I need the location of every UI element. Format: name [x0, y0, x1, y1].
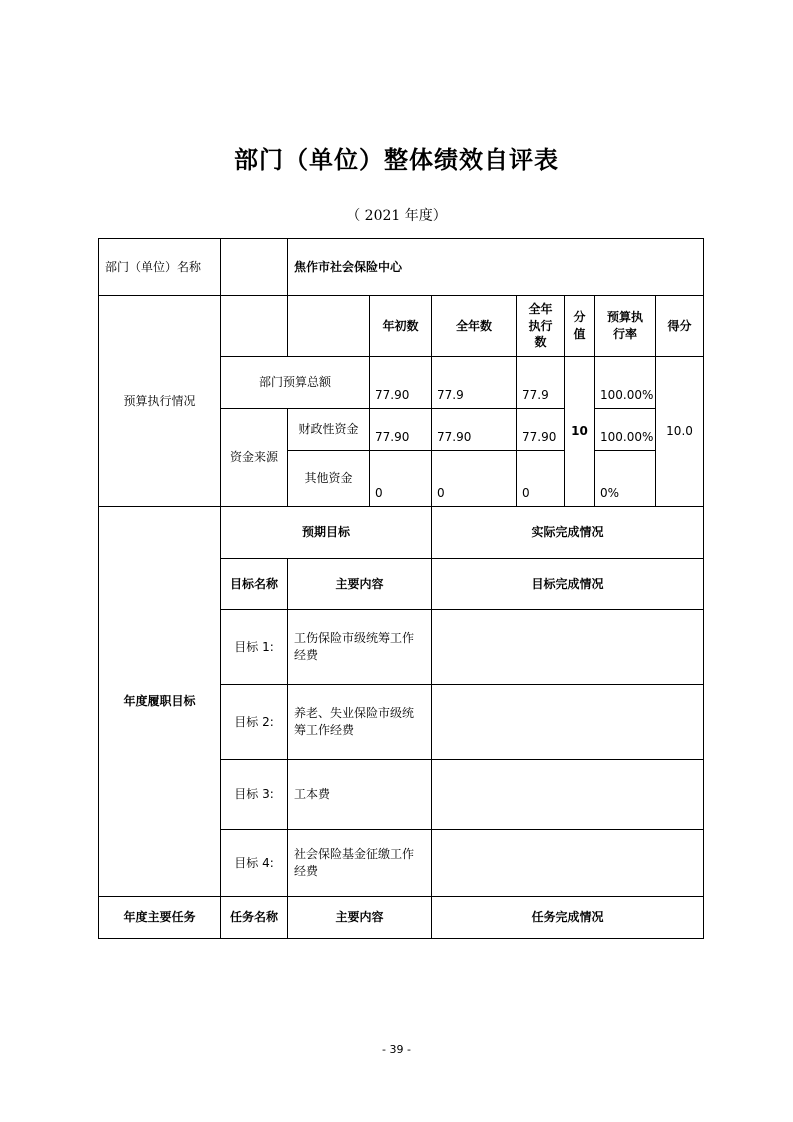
evaluation-table [98, 238, 704, 939]
actual-completion-header: 实际完成情况 [432, 507, 704, 559]
header-executed: 全年执行数 [517, 296, 565, 357]
goal-content: 社会保险基金征缴工作经费 [288, 830, 432, 897]
goal-label: 目标 3: [221, 760, 288, 830]
goals-section-label: 年度履职目标 [99, 507, 221, 897]
score-weight-value: 10 [565, 357, 595, 507]
other-executed: 0 [517, 451, 565, 507]
goal-completion [432, 830, 704, 897]
goal-completion-header: 目标完成情况 [432, 559, 704, 610]
score-value: 10.0 [656, 357, 704, 507]
page-title: 部门（单位）整体绩效自评表 [234, 146, 559, 174]
total-full-year: 77.9 [432, 357, 517, 409]
header-score-weight: 分值 [565, 296, 595, 357]
fiscal-label: 财政性资金 [288, 409, 370, 451]
header-rate: 预算执行率 [595, 296, 656, 357]
goal-label: 目标 4: [221, 830, 288, 897]
budget-section-label: 预算执行情况 [99, 296, 221, 507]
total-label: 部门预算总额 [221, 357, 370, 409]
dept-label: 部门（单位）名称 [99, 239, 221, 296]
total-initial: 77.90 [370, 357, 432, 409]
other-full-year: 0 [432, 451, 517, 507]
dept-blank-cell [221, 239, 288, 296]
task-content-header: 主要内容 [288, 897, 432, 939]
tasks-header-row [99, 897, 704, 939]
goal-completion [432, 685, 704, 760]
goal-content-header: 主要内容 [288, 559, 432, 610]
total-rate: 100.00% [595, 357, 656, 409]
goal-label: 目标 2: [221, 685, 288, 760]
budget-header-blank-2 [288, 296, 370, 357]
goal-content: 工伤保险市级统筹工作经费 [288, 610, 432, 685]
fiscal-full-year: 77.90 [432, 409, 517, 451]
fiscal-initial: 77.90 [370, 409, 432, 451]
header-score: 得分 [656, 296, 704, 357]
goal-content: 工本费 [288, 760, 432, 830]
goals-header-row [99, 507, 704, 559]
other-initial: 0 [370, 451, 432, 507]
goal-completion [432, 610, 704, 685]
total-executed: 77.9 [517, 357, 565, 409]
expected-goal-header: 预期目标 [221, 507, 432, 559]
goal-content: 养老、失业保险市级统筹工作经费 [288, 685, 432, 760]
dept-value: 焦作市社会保险中心 [288, 239, 704, 296]
tasks-section-label: 年度主要任务 [99, 897, 221, 939]
other-rate: 0% [595, 451, 656, 507]
header-initial: 年初数 [370, 296, 432, 357]
fund-source-label: 资金来源 [221, 409, 288, 507]
goal-name-header: 目标名称 [221, 559, 288, 610]
year-subtitle: （ 2021 年度） [346, 208, 447, 224]
fiscal-executed: 77.90 [517, 409, 565, 451]
other-label: 其他资金 [288, 451, 370, 507]
goal-label: 目标 1: [221, 610, 288, 685]
task-completion-header: 任务完成情况 [432, 897, 704, 939]
goal-completion [432, 760, 704, 830]
budget-header-blank-1 [221, 296, 288, 357]
budget-header-row [99, 296, 704, 357]
dept-row [99, 239, 704, 296]
page-number: - 39 - [382, 1043, 411, 1056]
header-full-year: 全年数 [432, 296, 517, 357]
task-name-header: 任务名称 [221, 897, 288, 939]
fiscal-rate: 100.00% [595, 409, 656, 451]
